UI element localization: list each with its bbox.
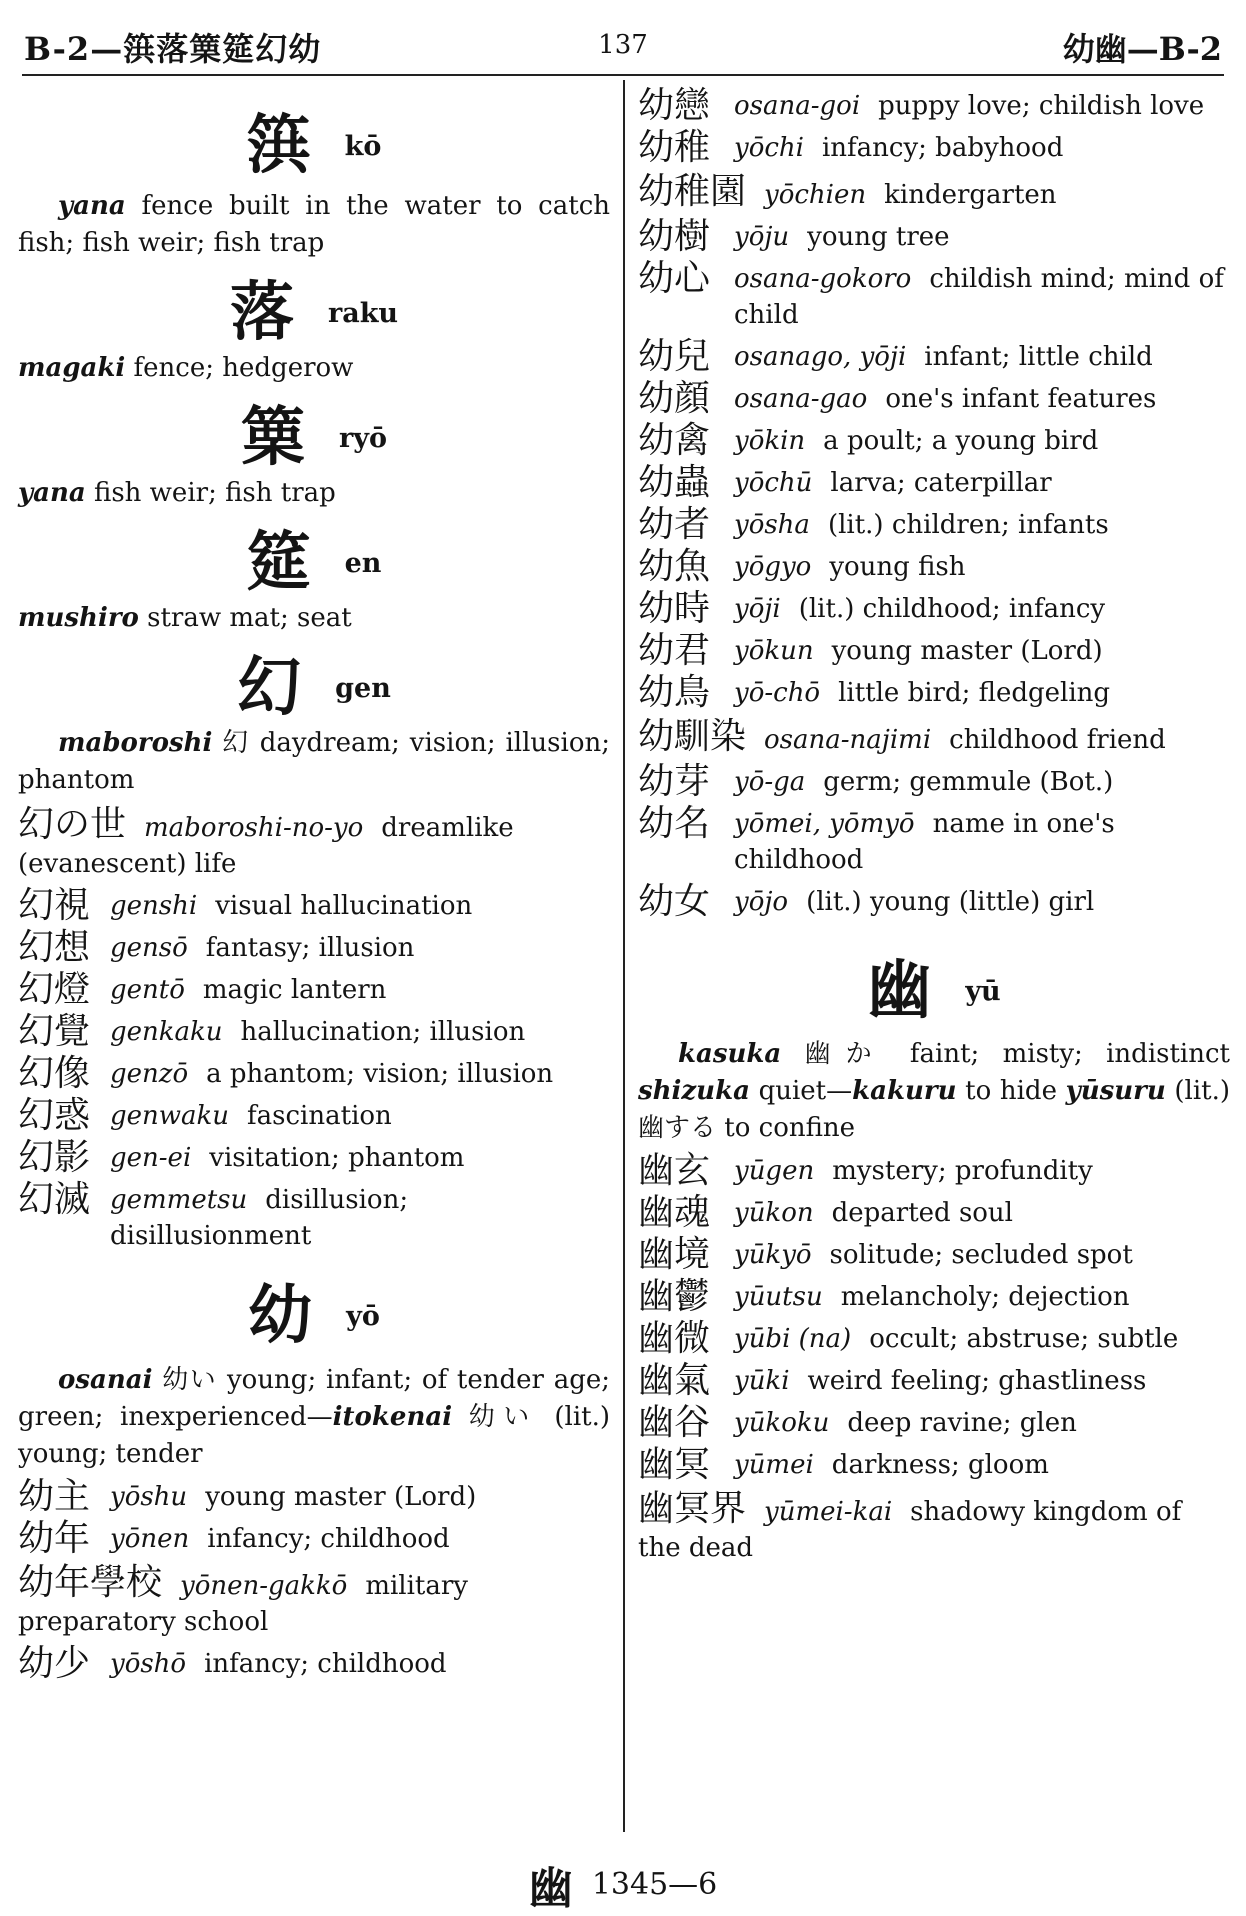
dictionary-entry	[638, 127, 1230, 168]
entry-meaning: melancholy; dejection	[840, 1282, 1130, 1312]
head-character	[18, 1258, 610, 1374]
entry-reading: yūmei-kai	[764, 1497, 893, 1527]
entry-kanji: 幽谷	[638, 1402, 711, 1443]
page-footer	[0, 1852, 1246, 1916]
entry-meaning: hallucination; illusion	[240, 1017, 526, 1047]
entry-reading: yōgyo	[734, 552, 812, 582]
entry-meaning: weird feeling; ghastliness	[807, 1366, 1147, 1396]
entry-meaning: a poult; a young bird	[823, 426, 1099, 456]
entry-kanji: 幽微	[638, 1318, 711, 1359]
entry-reading: yōkin	[734, 426, 806, 456]
column-divider	[623, 80, 625, 1832]
dictionary-entry	[638, 462, 1230, 503]
entry-kanji: 幼者	[638, 504, 711, 545]
dictionary-entry	[638, 672, 1230, 713]
entry-kanji: 幼魚	[638, 546, 711, 587]
entry-reading: yō-ga	[734, 767, 806, 797]
entry-kanji: 幻像	[18, 1053, 91, 1094]
entry-reading: osana-gokoro	[734, 264, 912, 294]
dictionary-entry	[638, 420, 1230, 461]
dictionary-entry	[18, 927, 610, 968]
entry-reading: gen-ei	[110, 1143, 192, 1173]
head-character	[18, 637, 610, 739]
entry-reading: yōkun	[734, 636, 814, 666]
head-definition: yana fish weir; fish trap	[18, 478, 336, 508]
entry-meaning: solitude; secluded spot	[829, 1240, 1133, 1270]
entry-kanji: 幽魂	[638, 1192, 711, 1233]
entry-reading: yūmei	[734, 1450, 814, 1480]
entry-kanji: 幼稚園	[638, 171, 747, 212]
entry-meaning: visitation; phantom	[209, 1143, 465, 1173]
entry-kanji: 幼馴染	[638, 716, 747, 757]
entry-reading: yōnen-gakkō	[180, 1571, 348, 1601]
yu-compound-list	[638, 1150, 1230, 1566]
entry-reading: gentō	[110, 975, 185, 1005]
entry-meaning: one's infant features	[885, 384, 1157, 414]
head-definition: magaki fence; hedgerow	[18, 353, 354, 383]
dictionary-entry	[18, 1095, 610, 1136]
dictionary-entry	[638, 588, 1230, 629]
entry-kanji: 幼芽	[638, 761, 711, 802]
entry-kanji: 幼少	[18, 1643, 91, 1684]
entry-reading: yōchien	[764, 180, 867, 210]
entry-meaning: childish mind; mind of child	[734, 264, 1224, 330]
yo-compound-list	[18, 1476, 610, 1684]
head-definition: mushiro straw mat; seat	[18, 603, 352, 633]
header-right-range: 幼幽—B-2	[1062, 30, 1222, 68]
entry-kanji: 幼戀	[638, 85, 711, 126]
entry-reading: yūgen	[734, 1156, 815, 1186]
head-definition: yana fence built in the water to catch fish; fish weir; fish trap	[18, 191, 611, 258]
entry-kanji: 幼稚	[638, 127, 711, 168]
entry-reading: osana-najimi	[764, 725, 932, 755]
dictionary-entry	[18, 969, 610, 1010]
entry-reading: yūbi (na)	[734, 1324, 852, 1354]
entry-reading: genshi	[110, 891, 198, 921]
entry-meaning: disillusion; disillusionment	[110, 1185, 409, 1251]
dictionary-entry	[18, 1011, 610, 1052]
head-reading: en	[344, 547, 382, 579]
header-left-range: B-2—篊落篥筵幻幼	[24, 30, 322, 68]
dictionary-entry	[18, 1053, 610, 1094]
head-kanji: 落	[229, 275, 294, 350]
dictionary-entry	[638, 1444, 1230, 1485]
footer-kanji: 幽	[528, 1863, 573, 1914]
entry-kanji: 幼時	[638, 588, 711, 629]
entry-meaning: departed soul	[831, 1198, 1013, 1228]
entry-meaning: a phantom; vision; illusion	[206, 1059, 554, 1089]
entry-reading: yōmei, yōmyō	[734, 809, 915, 839]
entry-reading: yōsha	[734, 510, 810, 540]
entry-meaning: infancy; babyhood	[821, 133, 1064, 163]
entry-reading: yōchi	[734, 133, 804, 163]
entry-kanji: 幻燈	[18, 969, 91, 1010]
head-character	[18, 262, 610, 364]
entry-meaning: fascination	[247, 1101, 392, 1131]
entry-reading: genzō	[110, 1059, 189, 1089]
entry-meaning: mystery; profundity	[832, 1156, 1093, 1186]
entry-kanji: 幼禽	[638, 420, 711, 461]
left-column	[18, 82, 610, 1686]
entry-kanji: 幼主	[18, 1476, 91, 1517]
head-kanji: 幻	[237, 650, 302, 725]
entry-kanji: 幽冥	[638, 1444, 711, 1485]
entry-meaning: young tree	[807, 222, 950, 252]
entry-kanji: 幼鳥	[638, 672, 711, 713]
dictionary-entry	[638, 717, 1230, 758]
dictionary-entry	[18, 1518, 610, 1559]
entry-meaning: occult; abstruse; subtle	[869, 1324, 1179, 1354]
entry-kanji: 幼名	[638, 803, 711, 844]
head-kanji: 篥	[241, 400, 306, 475]
footer-entry-range: 1345—6	[591, 1866, 718, 1902]
head-definition: kasuka 幽か faint; misty; indistinct shizuka quiet—kakuru to hide yūsuru (lit.) 幽する to confine	[638, 1039, 1231, 1143]
entry-kanji: 幼樹	[638, 216, 711, 257]
entry-meaning: young master (Lord)	[831, 636, 1103, 666]
dictionary-entry	[638, 1318, 1230, 1359]
dictionary-entry	[638, 1192, 1230, 1233]
entry-reading: maboroshi-no-yo	[144, 813, 364, 843]
dictionary-entry	[638, 258, 1230, 333]
entry-kanji: 幻覺	[18, 1011, 91, 1052]
head-character	[638, 938, 1230, 1044]
entry-kanji: 幼年	[18, 1518, 91, 1559]
entry-kanji: 幽氣	[638, 1360, 711, 1401]
entry-kanji: 幽玄	[638, 1150, 711, 1191]
head-reading: yō	[346, 1300, 380, 1332]
dictionary-entry	[638, 546, 1230, 587]
entry-reading: yūkyō	[734, 1240, 812, 1270]
head-reading: raku	[327, 297, 399, 329]
entry-meaning: infancy; childhood	[207, 1524, 450, 1554]
entry-reading: gensō	[110, 933, 188, 963]
dictionary-entry	[638, 85, 1230, 126]
entry-meaning: puppy love; childish love	[878, 91, 1205, 121]
dictionary-entry	[638, 630, 1230, 671]
entry-meaning: deep ravine; glen	[847, 1408, 1077, 1438]
dictionary-entry	[638, 216, 1230, 257]
dictionary-entry	[18, 885, 610, 926]
entry-reading: yōjo	[734, 887, 789, 917]
dictionary-entry	[638, 1360, 1230, 1401]
head-reading: gen	[335, 672, 391, 704]
dictionary-entry	[638, 1234, 1230, 1275]
dictionary-entry	[638, 1276, 1230, 1317]
page-number: 137	[598, 30, 648, 60]
dictionary-entry	[638, 378, 1230, 419]
entry-meaning: darkness; gloom	[831, 1450, 1049, 1480]
entry-meaning: childhood friend	[949, 725, 1166, 755]
head-reading: yū	[965, 975, 1001, 1007]
entry-meaning: little bird; fledgeling	[838, 678, 1111, 708]
entry-kanji: 幼年學校	[18, 1562, 163, 1603]
head-kanji: 筵	[246, 525, 311, 600]
entry-meaning: infant; little child	[924, 342, 1153, 372]
header-rule	[22, 74, 1224, 76]
entry-kanji: 幼君	[638, 630, 711, 671]
entry-kanji: 幻視	[18, 885, 91, 926]
entry-meaning: infancy; childhood	[204, 1649, 447, 1679]
entry-reading: osanago, yōji	[734, 342, 907, 372]
dictionary-entry	[638, 761, 1230, 802]
head-kanji: 篊	[246, 108, 311, 183]
entry-meaning: germ; gemmule (Bot.)	[823, 767, 1114, 797]
gen-compound-list	[18, 805, 610, 1254]
entry-reading: yōshu	[110, 1482, 188, 1512]
dictionary-entry	[18, 1137, 610, 1178]
page-header	[24, 18, 1222, 66]
entry-reading: yōnen	[110, 1524, 190, 1554]
entry-meaning: (lit.) young (little) girl	[806, 887, 1095, 917]
entry-meaning: visual hallucination	[215, 891, 473, 921]
entry-meaning: fantasy; illusion	[205, 933, 415, 963]
entry-reading: osana-goi	[734, 91, 861, 121]
head-kanji: 幼	[248, 1278, 313, 1353]
entry-reading: genwaku	[110, 1101, 230, 1131]
entry-reading: yūkon	[734, 1198, 814, 1228]
entry-kanji: 幽鬱	[638, 1276, 711, 1317]
dictionary-entry	[638, 336, 1230, 377]
entry-kanji: 幻の世	[18, 804, 127, 845]
head-character	[18, 387, 610, 489]
entry-meaning: young fish	[829, 552, 966, 582]
dictionary-entry	[638, 504, 1230, 545]
dictionary-entry	[638, 172, 1230, 213]
entry-kanji: 幽冥界	[638, 1488, 747, 1529]
entry-kanji: 幽境	[638, 1234, 711, 1275]
entry-reading: yōchū	[734, 468, 813, 498]
entry-kanji: 幻惑	[18, 1095, 91, 1136]
head-reading: ryō	[339, 422, 387, 454]
dictionary-entry	[18, 1476, 610, 1517]
head-definition: maboroshi 幻 daydream; vision; illusion; phantom	[18, 728, 610, 795]
entry-meaning: shadowy kingdom of the dead	[638, 1497, 1182, 1563]
entry-meaning: (lit.) children; infants	[827, 510, 1109, 540]
entry-reading: osana-gao	[734, 384, 868, 414]
entry-kanji: 幼心	[638, 258, 711, 299]
dictionary-entry	[18, 1179, 610, 1254]
entry-reading: yō-chō	[734, 678, 821, 708]
entry-meaning: name in one's childhood	[734, 809, 1115, 875]
entry-kanji: 幻想	[18, 927, 91, 968]
entry-reading: yūkoku	[734, 1408, 830, 1438]
right-column	[638, 82, 1230, 1570]
head-definition: osanai 幼い young; infant; of tender age; green; inexperienced—itokenai 幼い (lit.) young; tender	[18, 1365, 610, 1469]
dictionary-entry	[638, 1402, 1230, 1443]
entry-reading: yūutsu	[734, 1282, 823, 1312]
dictionary-entry	[18, 805, 610, 882]
entry-meaning: dreamlike (evanescent) life	[18, 813, 514, 879]
entry-reading: yūki	[734, 1366, 790, 1396]
dictionary-entry	[638, 1489, 1230, 1566]
entry-meaning: young master (Lord)	[205, 1482, 477, 1512]
head-reading: kō	[344, 130, 382, 162]
entry-meaning: military preparatory school	[18, 1571, 468, 1637]
entry-meaning: (lit.) childhood; infancy	[798, 594, 1106, 624]
dictionary-entry	[18, 1643, 610, 1684]
entry-kanji: 幻滅	[18, 1179, 91, 1220]
dictionary-entry	[638, 881, 1230, 922]
entry-kanji: 幼女	[638, 881, 711, 922]
entry-kanji: 幼兒	[638, 336, 711, 377]
entry-meaning: magic lantern	[202, 975, 387, 1005]
entry-reading: yōju	[734, 222, 790, 252]
head-kanji: 幽	[867, 953, 932, 1028]
head-character	[18, 512, 610, 614]
entry-kanji: 幼顔	[638, 378, 711, 419]
entry-kanji: 幻影	[18, 1137, 91, 1178]
yo-compound-list	[638, 85, 1230, 922]
dictionary-entry	[638, 803, 1230, 878]
entry-kanji: 幼蟲	[638, 462, 711, 503]
entry-reading: yōshō	[110, 1649, 187, 1679]
entry-reading: genkaku	[110, 1017, 223, 1047]
entry-meaning: larva; caterpillar	[830, 468, 1052, 498]
entry-reading: gemmetsu	[110, 1185, 248, 1215]
dictionary-entry	[638, 1150, 1230, 1191]
entry-meaning: kindergarten	[884, 180, 1057, 210]
entry-reading: yōji	[734, 594, 781, 624]
dictionary-entry	[18, 1563, 610, 1640]
